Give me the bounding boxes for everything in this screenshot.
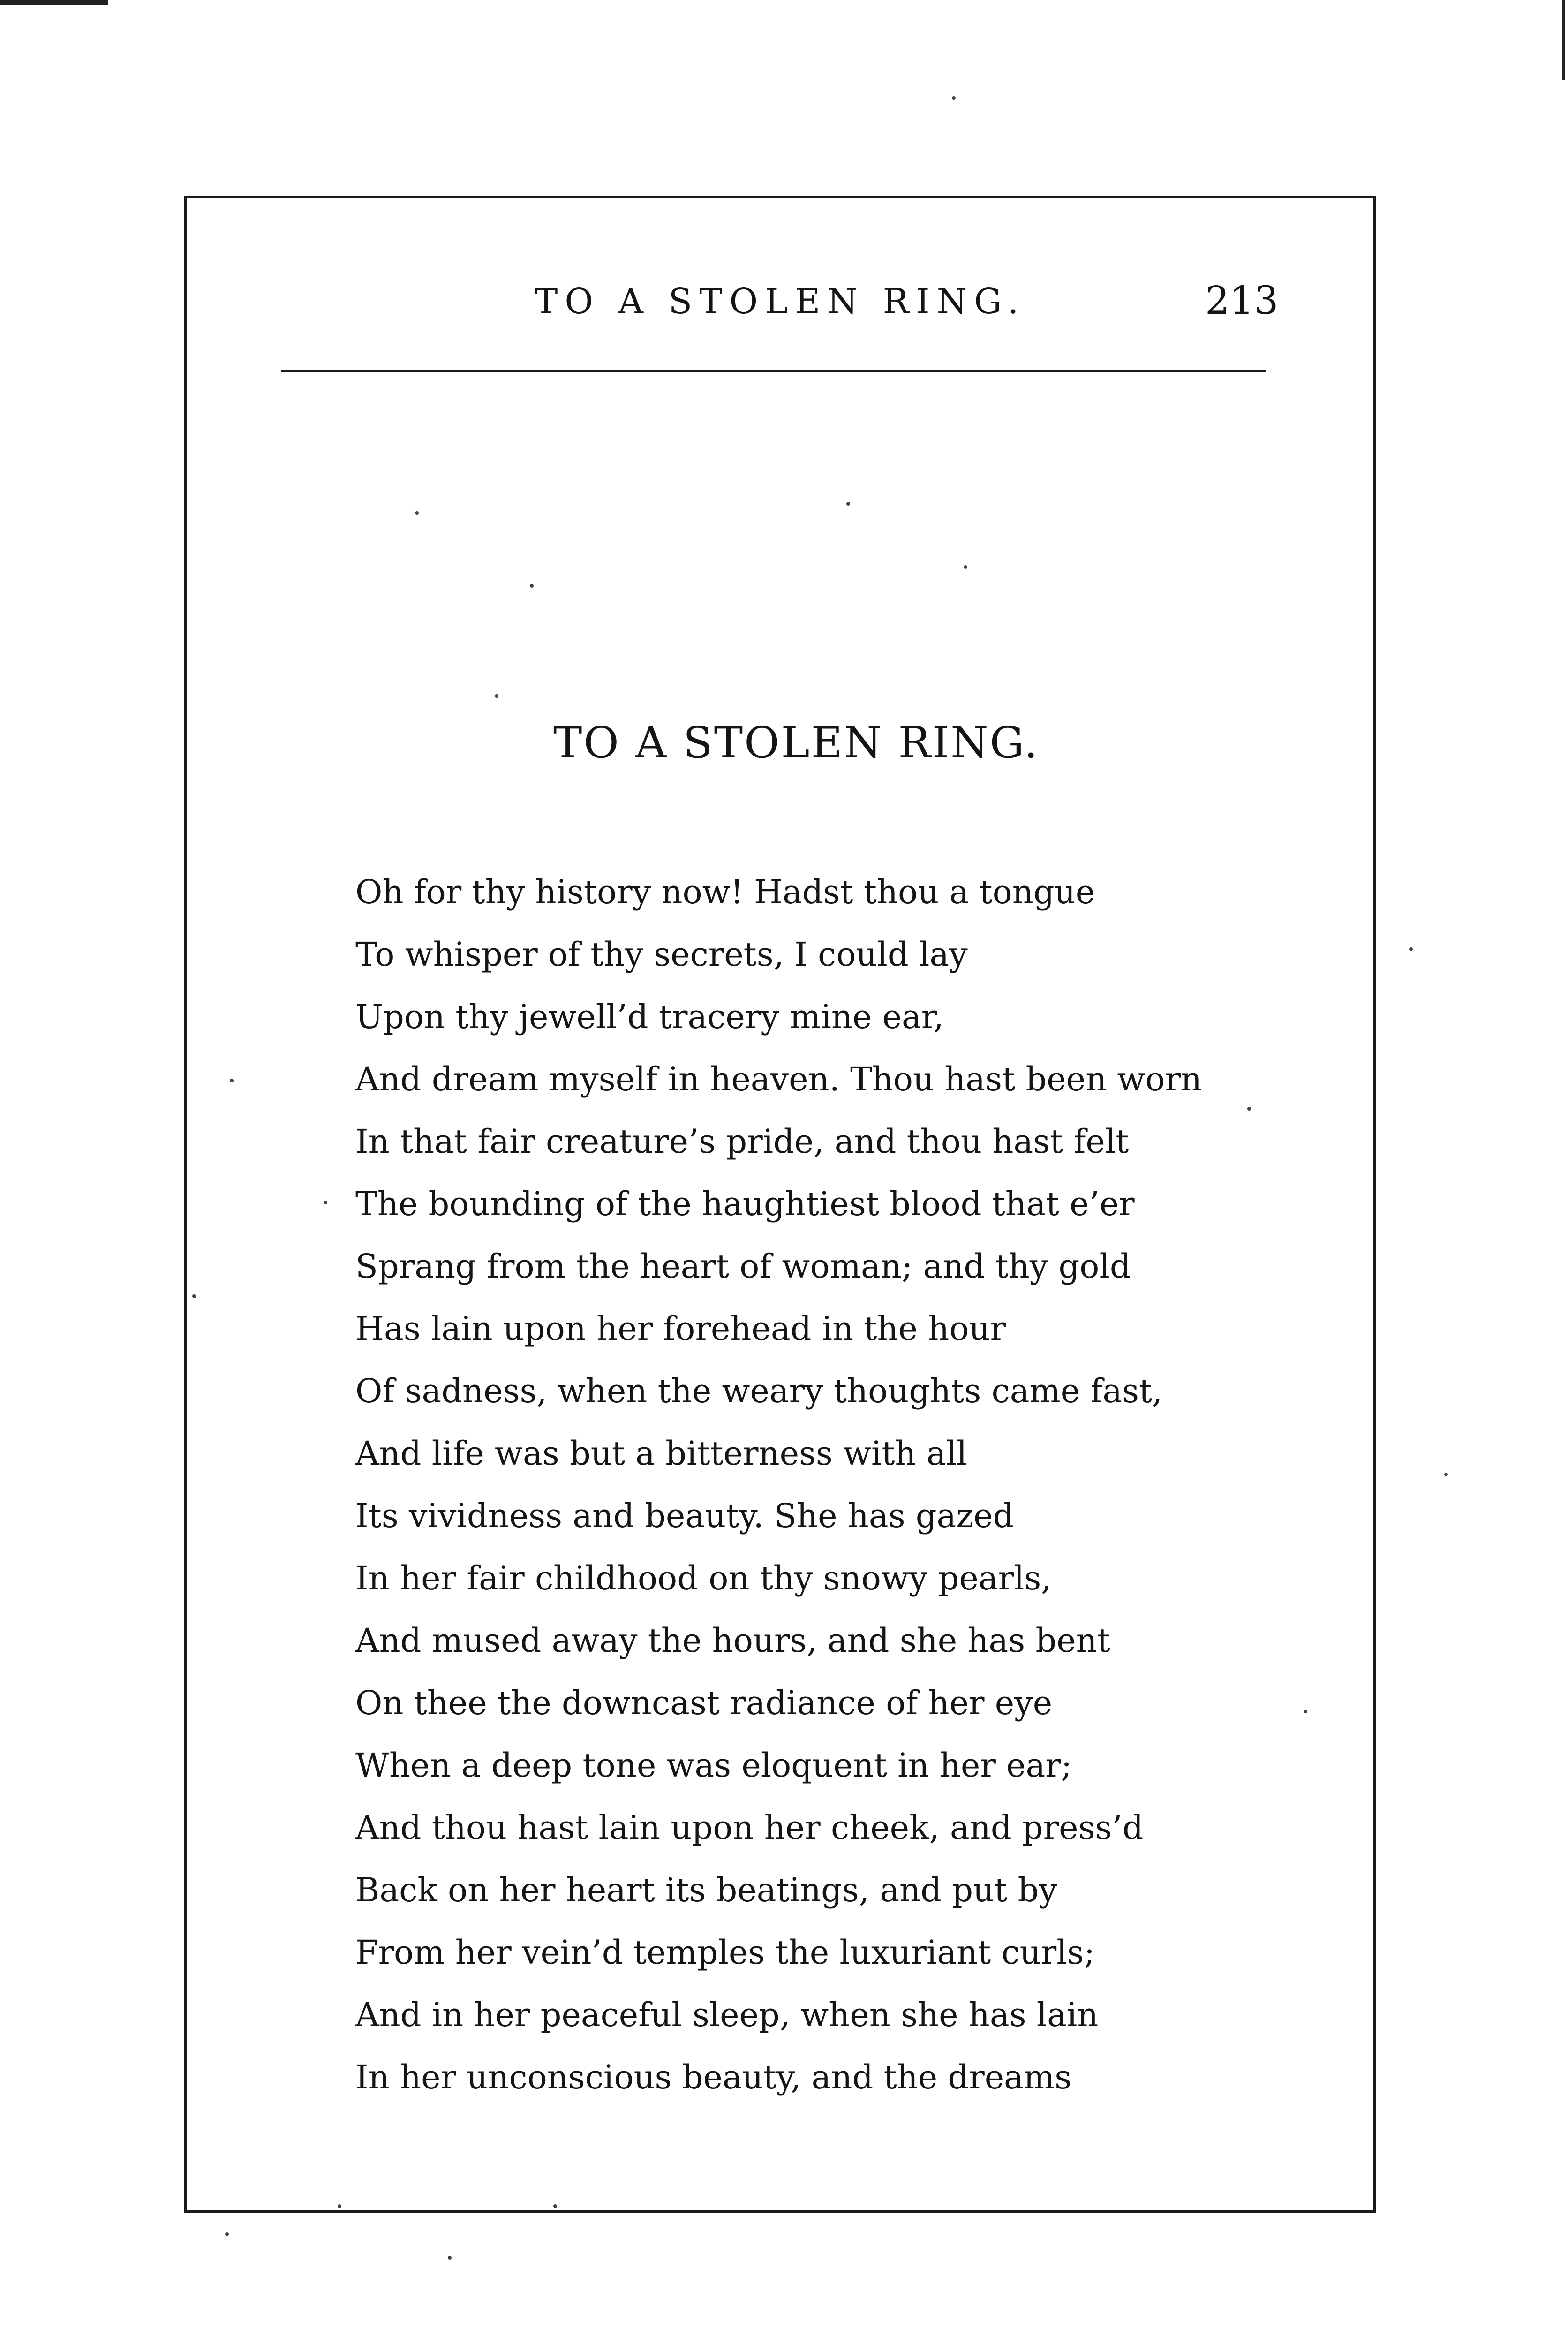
poem-line: Upon thy jewell’d tracery mine ear, [355, 998, 944, 1036]
poem-line: The bounding of the haughtiest blood that e’er [355, 1185, 1135, 1223]
print-speck [1247, 1107, 1251, 1111]
header-rule [281, 370, 1266, 372]
poem-line: In that fair creature’s pride, and thou hast felt [355, 1122, 1129, 1161]
scan-edge-mark [0, 0, 108, 5]
page-number: 213 [1205, 279, 1279, 323]
print-speck [225, 2232, 229, 2236]
print-speck [1304, 1710, 1307, 1713]
poem-line: Has lain upon her forehead in the hour [355, 1309, 1006, 1348]
print-speck [230, 1079, 234, 1082]
print-speck [1444, 1473, 1448, 1476]
poem-line: Oh for thy history now! Hadst thou a tongue [355, 873, 1095, 911]
print-speck [530, 584, 534, 588]
print-speck [495, 694, 498, 698]
print-speck [964, 565, 967, 569]
poem-line: And dream myself in heaven. Thou hast been worn [355, 1060, 1202, 1098]
poem-line: On thee the downcast radiance of her eye [355, 1684, 1053, 1722]
poem-line: From her vein’d temples the luxuriant curls; [355, 1933, 1095, 1972]
poem-line: And thou hast lain upon her cheek, and press’d [355, 1808, 1144, 1847]
poem-line: And life was but a bitterness with all [355, 1434, 967, 1473]
scan-corner-mark [1562, 0, 1565, 80]
print-speck [192, 1294, 196, 1298]
running-head-title: TO A STOLEN RING. [535, 281, 1026, 322]
poem-line: And in her peaceful sleep, when she has lain [355, 1996, 1099, 2034]
print-speck [553, 2204, 557, 2208]
print-speck [846, 502, 850, 506]
print-speck [324, 1201, 327, 1204]
poem-line: Of sadness, when the weary thoughts came fast, [355, 1372, 1163, 1410]
print-speck [952, 96, 956, 100]
poem-title: TO A STOLEN RING. [553, 718, 1040, 768]
poem-line: Back on her heart its beatings, and put by [355, 1871, 1057, 1909]
print-speck [338, 2204, 341, 2208]
poem-line: Sprang from the heart of woman; and thy gold [355, 1247, 1131, 1286]
poem-line: And mused away the hours, and she has bent [355, 1621, 1110, 1660]
poem-line: Its vividness and beauty. She has gazed [355, 1497, 1014, 1535]
poem-line: In her unconscious beauty, and the dreams [355, 2058, 1072, 2096]
poem-line: To whisper of thy secrets, I could lay [355, 935, 968, 974]
print-speck [1409, 947, 1413, 951]
print-speck [415, 511, 419, 515]
poem-body [355, 861, 1202, 2109]
poem-line: In her fair childhood on thy snowy pearls, [355, 1559, 1052, 1597]
print-speck [448, 2256, 452, 2260]
poem-line: When a deep tone was eloquent in her ear; [355, 1746, 1072, 1785]
